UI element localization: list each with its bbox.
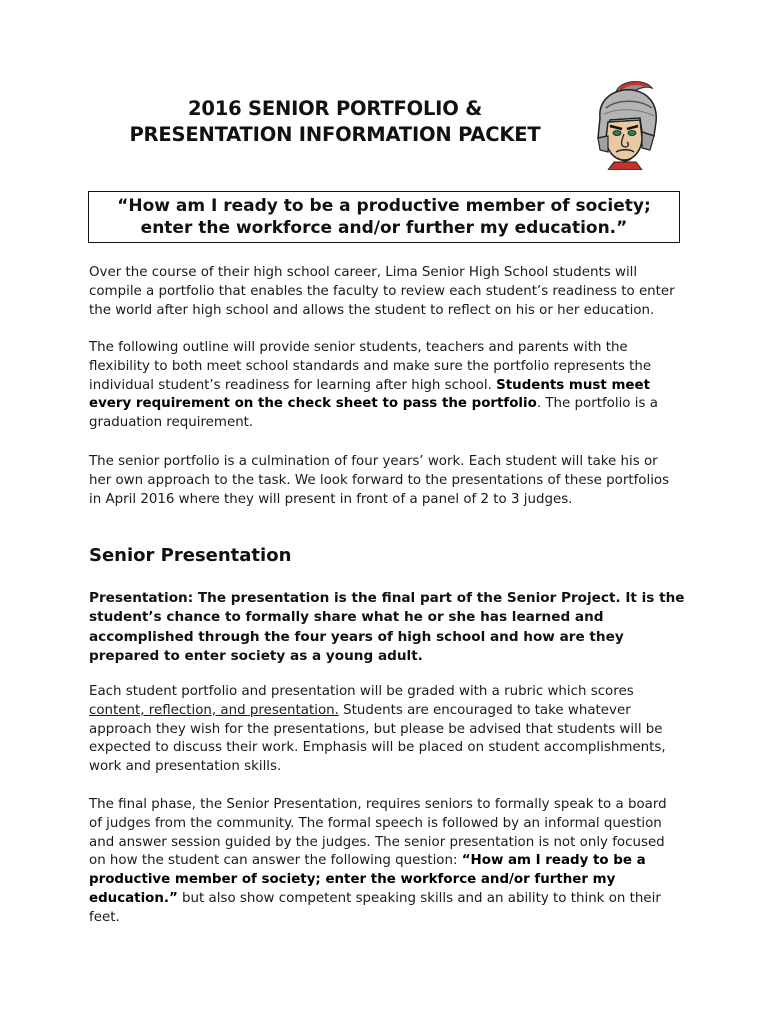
text-line: flexibility to both meet school standards and make sure the portfolio represents the [89, 358, 652, 374]
text-line: approach they wish for the presentations, but please be advised that students will be [89, 721, 663, 737]
text-line [89, 702, 689, 721]
text-line: expected to discuss their work. Emphasis will be placed on student accomplishments, [89, 740, 666, 756]
guiding-question-line-1: “How am I ready to be a productive member of society; [117, 196, 651, 216]
underlined-text-run: content, reflection, and presentation. [89, 702, 339, 718]
text-line: prepared to enter society as a young adult. [89, 648, 423, 665]
text-line: The following outline will provide senior students, teachers and parents with the [89, 340, 628, 355]
title-line-1: 2016 SENIOR PORTFOLIO & [187, 97, 483, 120]
bold-text-run: productive member of society; enter the workforce and/or further my [89, 872, 616, 888]
text-run: individual student’s readiness for learning after high school. [89, 377, 497, 393]
intro-paragraph-3 [89, 453, 689, 509]
intro-paragraph-2 [89, 339, 689, 433]
bold-text-run: “How am I ready to be a [461, 853, 646, 869]
text-line: in April 2016 where they will present in front of a panel of 2 to 3 judges. [89, 491, 573, 507]
text-run: . The portfolio is a [536, 396, 658, 412]
text-line [89, 871, 689, 890]
text-line: The final phase, the Senior Presentation, requires seniors to formally speak to a board [89, 797, 667, 812]
text-line: Over the course of their high school career, Lima Senior High School students will [89, 265, 638, 280]
grading-paragraph [89, 683, 689, 777]
guiding-question-box [88, 191, 680, 243]
text-line: student’s chance to formally share what he or she has learned and [89, 609, 604, 626]
text-line: and answer session guided by the judges. The senior presentation is not only focused [89, 834, 665, 850]
section-heading: Senior Presentation [89, 545, 292, 566]
text-line: her own approach to the task. We look forward to the presentations of these portfolios [89, 472, 670, 488]
text-line: feet. [89, 909, 120, 925]
bold-text-run: every requirement on the check sheet to pass the portfolio [89, 396, 537, 412]
text-line [89, 377, 689, 396]
text-line [89, 890, 689, 909]
bold-text-run: Students must meet [496, 377, 650, 393]
text-line: compile a portfolio that enables the faculty to review each student’s readiness to enter [89, 283, 675, 299]
text-run: but also show competent speaking skills and an ability to think on their [177, 890, 661, 906]
text-run: on how the student can answer the following question: [89, 853, 462, 869]
text-line: The senior portfolio is a culmination of four years’ work. Each student will take his or [89, 454, 658, 469]
text-line [89, 395, 689, 414]
text-line: of judges from the community. The formal speech is followed by an informal question [89, 815, 662, 831]
guiding-question-line-2: enter the workforce and/or further my education.” [140, 218, 628, 238]
text-line: the world after high school and allows the student to reflect on his or her education. [89, 302, 655, 318]
text-line: accomplished through the four years of high school and how are they [89, 628, 624, 645]
text-run: Students are encouraged to take whatever [338, 702, 631, 718]
document-title [92, 96, 578, 148]
intro-paragraph-1 [89, 264, 689, 320]
spartan-mascot-logo [586, 78, 668, 170]
presentation-definition [89, 589, 689, 667]
title-line-2: PRESENTATION INFORMATION PACKET [129, 123, 541, 146]
text-line: graduation requirement. [89, 415, 254, 431]
final-phase-paragraph [89, 796, 689, 928]
text-line [89, 852, 689, 871]
text-line: Presentation: The presentation is the final part of the Senior Project. It is the [89, 590, 685, 606]
bold-text-run: education.” [89, 890, 178, 906]
text-line: Each student portfolio and presentation will be graded with a rubric which scores [89, 684, 634, 699]
text-line: work and presentation skills. [89, 759, 282, 775]
